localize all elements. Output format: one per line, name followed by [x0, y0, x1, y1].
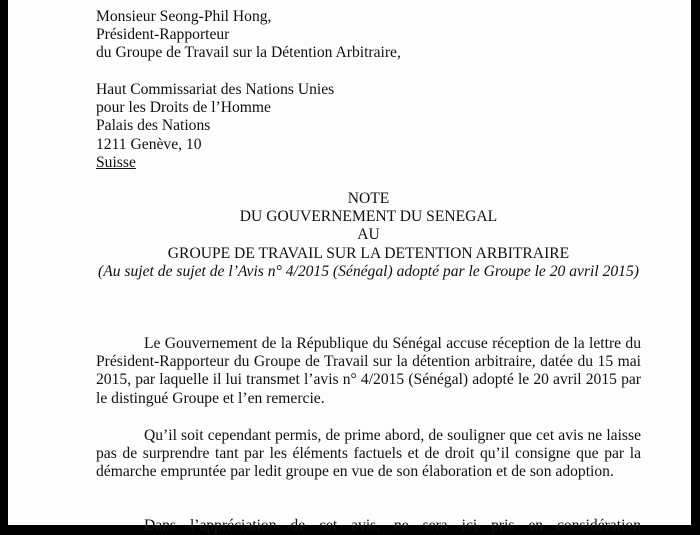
body-paragraph: Qu’il soit cependant permis, de prime abord, de souligner que cet avis ne laisse pas de surprendre tant par les éléments factuels et de droit qu’il consigne que par la démarche empruntée par ledit groupe en vue de son élaboration et de son adoption.	[96, 427, 641, 481]
recipient-name: Monsieur Seong-Phil Hong,	[96, 8, 272, 25]
note-title	[96, 190, 641, 281]
address-country: Suisse	[96, 153, 136, 171]
document-page	[8, 0, 691, 534]
recipient-group: du Groupe de Travail sur la Détention Arbitraire,	[96, 44, 401, 62]
title-line: NOTE	[347, 190, 390, 207]
title-line: DU GOUVERNEMENT DU SENEGAL	[239, 208, 498, 226]
title-line: GROUPE DE TRAVAIL SUR LA DETENTION ARBITRAIRE	[167, 244, 570, 262]
title-line: AU	[357, 226, 380, 244]
address-line: Palais des Nations	[96, 117, 211, 135]
body-paragraph: Le Gouvernement de la République du Sénégal accuse réception de la lettre du Président-Rapporteur du Groupe de Travail sur la détention arbitraire, datée du 15 mai 2015, par laquelle il lui transmet l’avis n° 4/2015 (Sénégal) adopté le 20 avril 2015 par le distingué Groupe et l’en remercie.	[96, 335, 641, 407]
address-block	[96, 81, 656, 172]
recipient-title: Président-Rapporteur	[96, 26, 230, 44]
recipient-block	[96, 8, 656, 63]
address-line: 1211 Genève, 10	[96, 135, 202, 153]
title-subtitle: (Au sujet de sujet de l’Avis n° 4/2015 (Sénégal) adopté par le Groupe le 20 avril 2015)	[98, 262, 639, 280]
address-line: pour les Droits de l’Homme	[96, 99, 271, 117]
address-line: Haut Commissariat des Nations Unies	[96, 81, 335, 98]
body-paragraph: Dans l’appréciation de cet avis, ne sera ici pris en considération	[144, 517, 641, 534]
